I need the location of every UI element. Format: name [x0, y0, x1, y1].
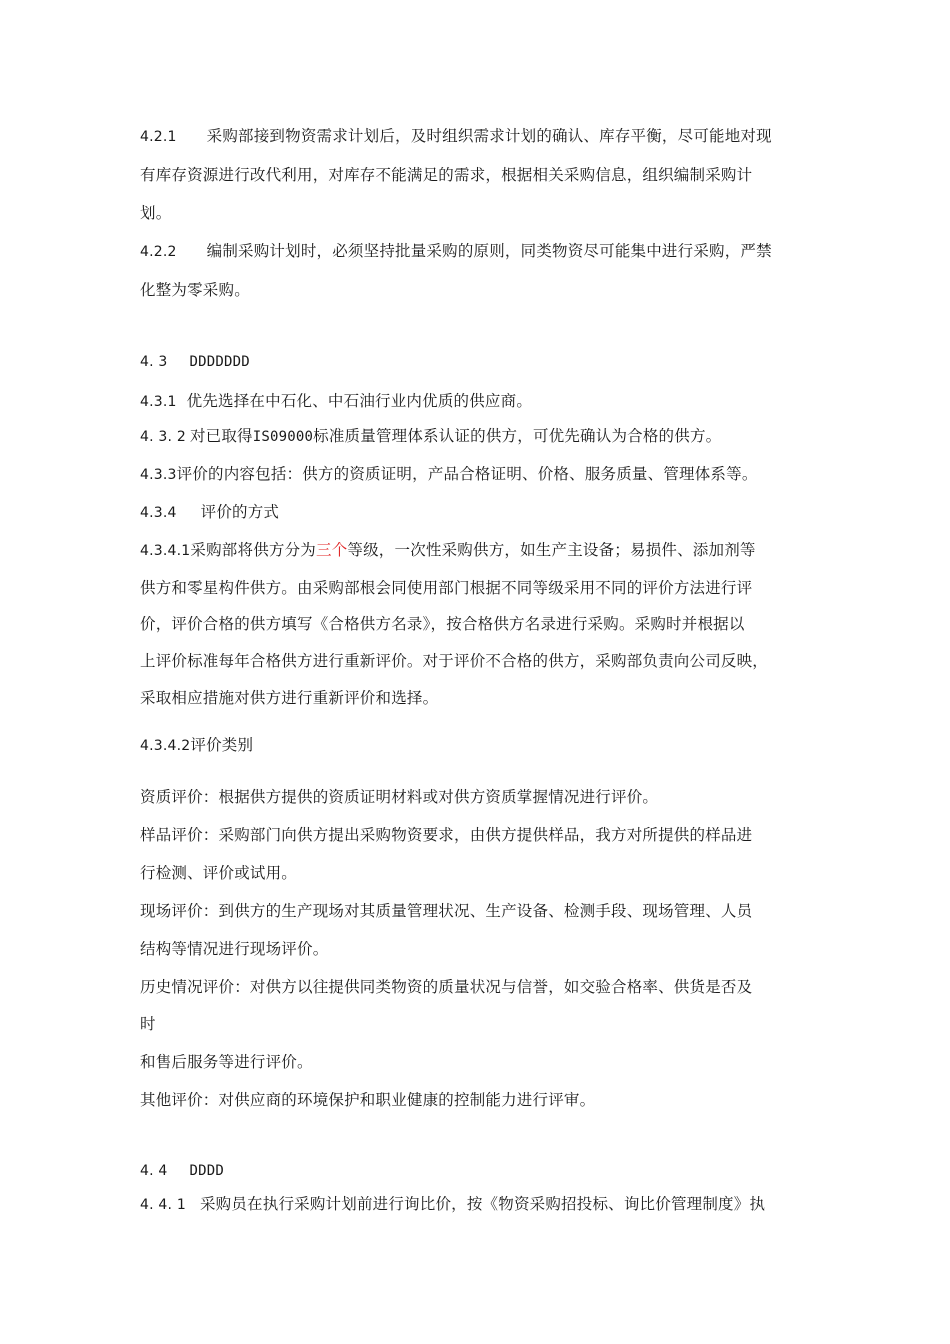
section-number: 4. 3 [140, 354, 168, 370]
para-text: 采购员在执行采购计划前进行询比价，按《物资采购招投标、询比价管理制度》执 [199, 1195, 766, 1213]
section-number: 4. 4. 1 [140, 1197, 186, 1213]
section-number: 4.2.1 [140, 129, 177, 145]
section-number: 4. 4 [140, 1163, 168, 1179]
section-title: DDDDDDD [189, 354, 250, 370]
section-number: 4.3.3 [140, 467, 177, 483]
para-4-3-4-1-line-3: 价，评价合格的供方填写《合格供方名录》，按合格供方名录进行采购。采购时并根据以 [140, 615, 745, 633]
para-4-3-4-1-line-2: 供方和零星构件供方。由采购部根会同使用部门根据不同等级采用不同的评价方法进行评 [140, 579, 753, 597]
section-heading-4-4 [140, 1159, 224, 1182]
para-text: 采购部将供方分为 [190, 541, 316, 559]
para-text: 评价类别 [190, 736, 254, 754]
para-4-2-1-line-2: 有库存资源进行改代利用，对库存不能满足的需求，根据相关采购信息，组织编制采购计 [140, 166, 753, 184]
eval-history-line-1: 历史情况评价：对供方以往提供同类物资的质量状况与信誉，如交验合格率、供货是否及 [140, 978, 753, 996]
para-4-3-1 [140, 390, 532, 413]
para-4-3-4-1-line-5: 采取相应措施对供方进行重新评价和选择。 [140, 689, 439, 707]
para-4-2-1-line-1 [140, 125, 772, 148]
eval-history-line-3: 和售后服务等进行评价。 [140, 1053, 313, 1071]
section-number: 4.3.1 [140, 394, 177, 410]
para-text: 采购部接到物资需求计划后，及时组织需求计划的确认、库存平衡，尽可能地对现 [206, 127, 772, 145]
section-title: DDDD [189, 1163, 225, 1179]
para-4-3-2 [140, 425, 721, 448]
section-heading-4-3 [140, 350, 250, 373]
section-number: 4. 3. 2 [140, 429, 186, 445]
para-4-2-2-line-2: 化整为零采购。 [140, 281, 250, 299]
highlight-text: 三个 [316, 541, 348, 559]
eval-qualification: 资质评价：根据供方提供的资质证明材料或对供方资质掌握情况进行评价。 [140, 788, 659, 806]
para-4-3-3 [140, 463, 758, 486]
para-text: 等级，一次性采购供方，如生产主设备；易损件、添加剂等 [347, 541, 756, 559]
eval-other: 其他评价：对供应商的环境保护和职业健康的控制能力进行评审。 [140, 1091, 596, 1109]
para-4-4-1 [140, 1193, 765, 1216]
section-number: 4.2.2 [140, 244, 177, 260]
section-number: 4.3.4.1 [140, 543, 191, 559]
para-text: 优先选择在中石化、中石油行业内优质的供应商。 [186, 392, 533, 410]
para-4-2-1-line-3: 划。 [140, 204, 172, 222]
eval-site-line-1: 现场评价：到供方的生产现场对其质量管理状况、生产设备、检测手段、现场管理、人员 [140, 902, 753, 920]
para-text: 评价的内容包括：供方的资质证明，产品合格证明、价格、服务质量、管理体系等。 [176, 465, 758, 483]
para-4-3-4-1-line-4: 上评价标准每年合格供方进行重新评价。对于评价不合格的供方，采购部负责向公司反映， [140, 652, 769, 670]
para-4-3-4 [140, 501, 279, 524]
para-text: 评价的方式 [200, 503, 280, 521]
eval-sample-line-2: 行检测、评价或试用。 [140, 864, 298, 882]
para-4-2-2-line-1 [140, 240, 772, 263]
para-text: 编制采购计划时，必须坚持批量采购的原则，同类物资尽可能集中进行采购，严禁 [206, 242, 772, 260]
para-text: 标准质量管理体系认证的供方，可优先确认为合格的供方。 [313, 427, 722, 445]
eval-history-line-2: 时 [140, 1015, 156, 1033]
section-number: 4.3.4 [140, 505, 177, 521]
section-number: 4.3.4.2 [140, 738, 191, 754]
eval-site-line-2: 结构等情况进行现场评价。 [140, 940, 329, 958]
eval-sample-line-1: 样品评价：采购部门向供方提出采购物资要求，由供方提供样品，我方对所提供的样品进 [140, 826, 753, 844]
para-text: 对已取得 [189, 427, 253, 445]
para-4-3-4-2 [140, 734, 253, 757]
para-4-3-4-1-line-1 [140, 539, 756, 562]
standard-code: IS09000 [252, 429, 314, 445]
